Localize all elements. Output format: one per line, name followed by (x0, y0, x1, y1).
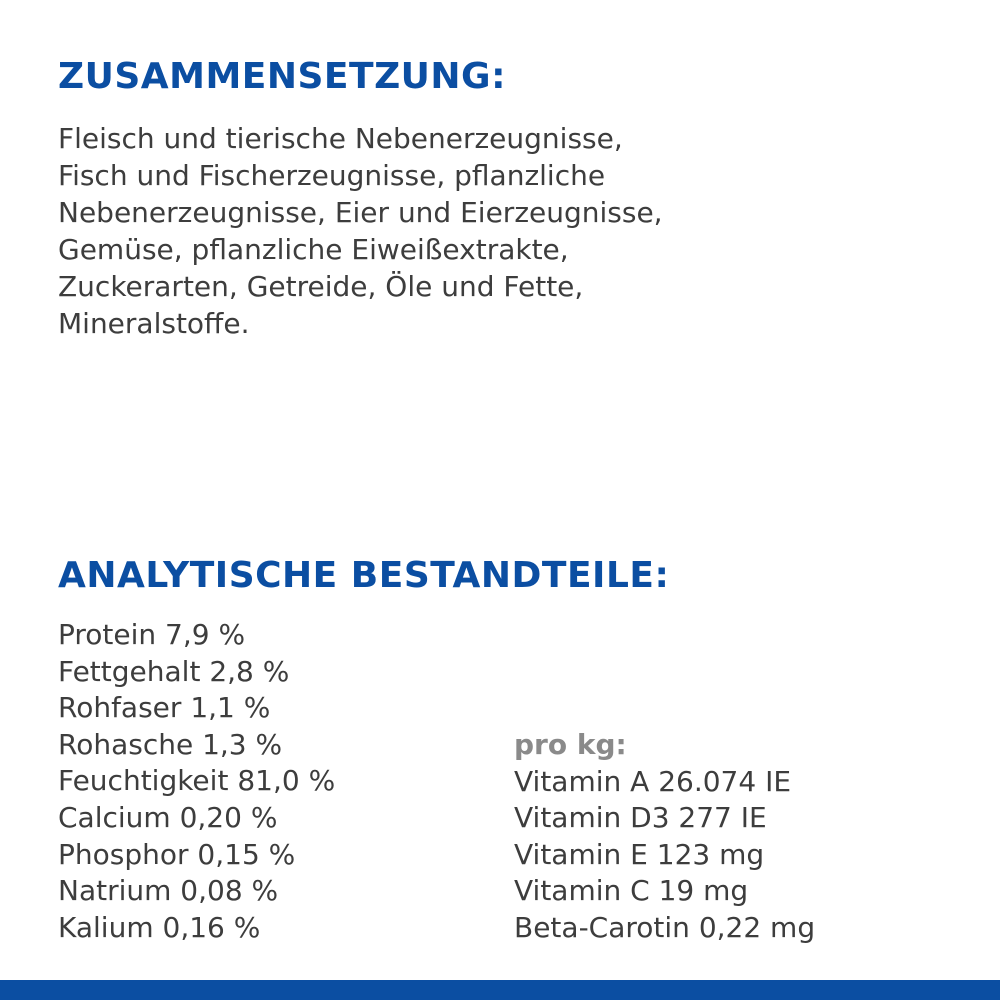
composition-line: Fisch und Fischerzeugnisse, pflanzliche (58, 159, 606, 192)
vitamin-item: Vitamin E 123 mg (514, 837, 765, 871)
analytics-item: Kalium 0,16 % (58, 910, 261, 944)
analytics-item: Feuchtigkeit 81,0 % (58, 764, 336, 798)
analytics-item: Protein 7,9 % (58, 618, 246, 651)
analytics-item: Phosphor 0,15 % (58, 837, 296, 871)
composition-text (58, 120, 958, 342)
composition-heading: ZUSAMMENSETZUNG: (58, 56, 506, 97)
analytics-list (58, 617, 335, 946)
composition-line: Nebenerzeugnisse, Eier und Eierzeugnisse, (58, 196, 663, 229)
analytics-item: Rohasche 1,3 % (58, 727, 283, 761)
analytics-item: Natrium 0,08 % (58, 874, 279, 908)
vitamin-item: Vitamin C 19 mg (514, 874, 749, 908)
composition-line: Mineralstoffe. (58, 307, 250, 340)
vitamin-item: Beta-Carotin 0,22 mg (514, 910, 816, 944)
vitamins-list (514, 727, 815, 947)
vitamin-item: Vitamin A 26.074 IE (514, 764, 792, 798)
analytics-item: Fettgehalt 2,8 % (58, 654, 290, 688)
composition-line: Fleisch und tierische Nebenerzeugnisse, (58, 122, 623, 155)
composition-line: Zuckerarten, Getreide, Öle und Fette, (58, 270, 584, 303)
bottom-accent-bar (0, 980, 1000, 1000)
vitamin-item: Vitamin D3 277 IE (514, 801, 767, 835)
analytics-item: Rohfaser 1,1 % (58, 691, 271, 725)
analytics-item: Calcium 0,20 % (58, 800, 278, 834)
per-kg-label: pro kg: (514, 728, 627, 761)
composition-line: Gemüse, pflanzliche Eiweißextrakte, (58, 233, 569, 266)
analytics-heading: ANALYTISCHE BESTANDTEILE: (58, 555, 670, 596)
